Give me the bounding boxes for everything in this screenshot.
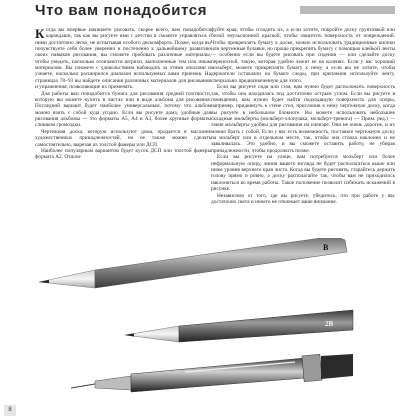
pencil-b [39,238,347,288]
paragraph: Если вы рисуете на улице, вам потребуется мольберт или более неформальную опору, линия вашего взгляда не будет располагаться выше или ниже уровня верхнего края листа. Когда вы будете рисовать, старайтесь держать голову прямо и ровно, а доску располагайте так, чтобы вам не приходилось наклоняться во время работы. Такое положение позволит избежать искажений в рисунке. [211,154,395,192]
title-rule [300,6,395,14]
dropcap: К [35,27,45,41]
left-column [35,27,211,252]
paragraph: Независимо от того, где вы рисуете, убедитесь, что при работе у вас достаточно света и ничего не отвлекает ваше внимание. [211,192,395,205]
page-number: 8 [4,405,16,416]
paragraph: Если вы рисуете сидя или стоя, вам нужно будет расположить поверхность так, чтобы она находилась под достаточно острым углом. Если вы рисуете в помещении, вам нужно будет найти подходящую поверхность для опоры, например, придвинуть к стене стол, прислонив к нему чертежную доску, когда вы рисуете в небольшом блокноте. Вы можете использовать небольшие складные мольберты (мольберт-хлопушка, мольберт-тренога) — Прим. ред.) — такие мольберты удобны для рисования на пленэре. Они не очень дорогие, и их можно брать с собой. Если у вас есть возможность, поставьте чертежную доску на мольберт или в отдельном месте, так, чтобы она стояла наклонно и не заваливалась. Это удобно, и вы сможете оставить работу, не убирая принадлежности, чтобы продолжить позже. [211,84,395,154]
paragraph: Чертежная доска, которую используют дома, продается в магазине художественных принадлежностей, но ее также можно сделать самостоятельно, вырезав из толстой фанеры или ДСП. [35,128,211,148]
paragraph: Наиболее популярным вариантом будет кусок ДСП или толстой фанеры формата А2. Отшли- [35,148,211,161]
page-title: Что вам понадобится [35,2,208,19]
paragraph: Для работы вам понадобится бумага для рисования средней плотности, которую вы можете купить в листах или в виде альбома для рисования. Последний вариант будет наиболее универсальным, потому что альбом можно взять с собой куда угодно. Если вы рисуете дома, удобные для рисования альбомы — это форматы А5, А4 и А3, более крупные форматы слишком громоздки. [35,90,211,129]
paragraph: фуйте края, чтобы сгладить их, а если хотите, покройте доску грунтовкой или белой эмульсионной краской, чтобы защитить поверхность от повреждений. Чтобы прикреплять бумагу к доске, можно использовать традиционные кнопки или чертежные булавки, но проще прикрепить бумагу с помощью клейкой ленты — особенно если вы будете рисовать при сидении — или сделайте доску переносной, такую, которая удобно лежит ее на коленях. Если у вас хороший мольберт, можете прикреплять бумагу к нему, а если вы не хотите, чтобы держатели оставляли на бумаге следы, при креплении используйте ленту, специально предназначенную для этого. [211,27,395,84]
paragraph [35,27,211,90]
pencil-label: 2B [325,320,334,328]
page-header [0,0,420,20]
pencils-illustration [35,238,357,408]
mechanical-pencil [71,354,353,392]
pencil-label: B [323,243,329,252]
pencil-2b [125,310,353,342]
paragraph-text: огда вы впервые начинаете рисовать, скорее всего, вам понадобятся карандаши, так как вы рисуете ими с детства и сможете управляться с ними достаточно легко, не испытывая особого дискомфорта. Позже, когда вы почувствуете себя более уверенно и постепенно к дальнейшему развитию своих навыков рисования, вы сможете пробовать различные материалы, чтобы увидеть, насколько отличаются штрихи, выполненные тем или иным материалом. Вы сможете с удовольствием наблюдать за этими опытами и узнаете, насколько расширился диапазон используемых вами приемов. На страницах 78–93 вы найдете описания различных материалов для рисования и упражнения, позволяющие их применять. [35,27,211,91]
